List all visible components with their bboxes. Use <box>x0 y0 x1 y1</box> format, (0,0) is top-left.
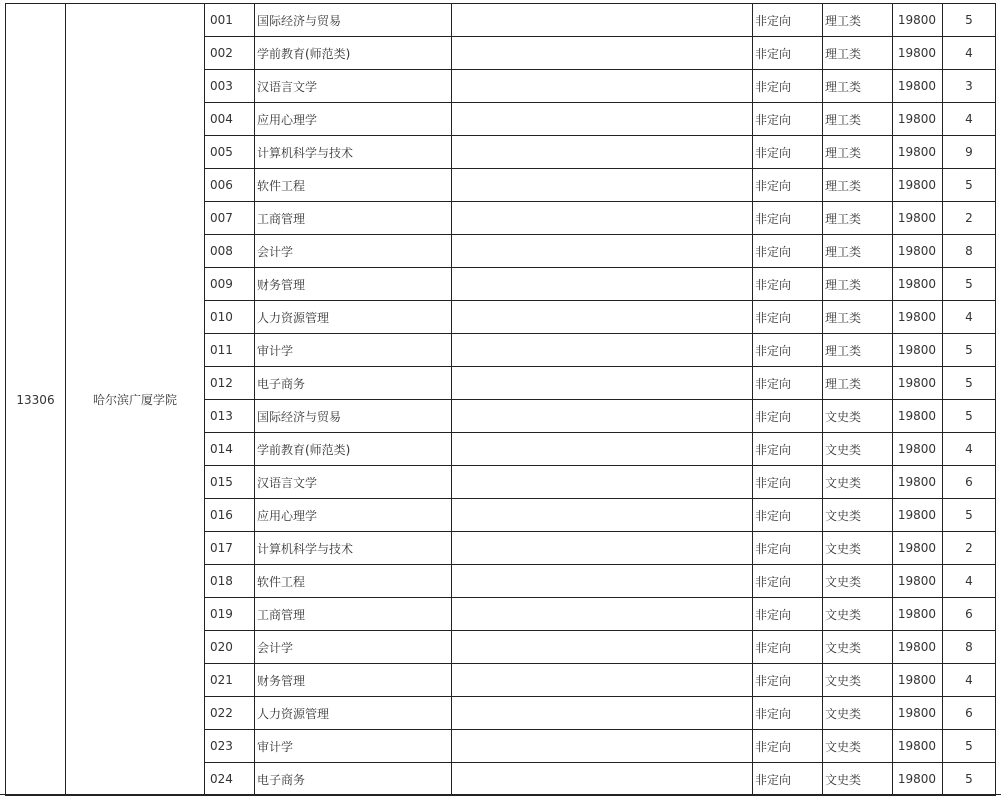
remarks-cell <box>452 268 753 301</box>
subject-category-cell: 理工类 <box>823 268 893 301</box>
remarks-cell <box>452 334 753 367</box>
plan-type-cell: 非定向 <box>753 136 823 169</box>
major-name-cell: 电子商务 <box>255 763 452 796</box>
plan-type-cell: 非定向 <box>753 169 823 202</box>
subject-category-cell: 理工类 <box>823 37 893 70</box>
remarks-cell <box>452 202 753 235</box>
tuition-cell: 19800 <box>893 466 943 499</box>
remarks-cell <box>452 664 753 697</box>
quota-cell: 4 <box>943 301 996 334</box>
plan-type-cell: 非定向 <box>753 631 823 664</box>
major-number-cell: 013 <box>205 400 255 433</box>
major-name-cell: 应用心理学 <box>255 103 452 136</box>
remarks-cell <box>452 136 753 169</box>
tuition-cell: 19800 <box>893 400 943 433</box>
subject-category-cell: 文史类 <box>823 565 893 598</box>
remarks-cell <box>452 4 753 37</box>
quota-cell: 6 <box>943 697 996 730</box>
subject-category-cell: 理工类 <box>823 169 893 202</box>
major-number-cell: 003 <box>205 70 255 103</box>
plan-type-cell: 非定向 <box>753 235 823 268</box>
quota-cell: 5 <box>943 367 996 400</box>
major-number-cell: 017 <box>205 532 255 565</box>
tuition-cell: 19800 <box>893 136 943 169</box>
major-name-cell: 应用心理学 <box>255 499 452 532</box>
major-name-cell: 软件工程 <box>255 565 452 598</box>
subject-category-cell: 理工类 <box>823 202 893 235</box>
subject-category-cell: 文史类 <box>823 466 893 499</box>
plan-type-cell: 非定向 <box>753 4 823 37</box>
quota-cell: 5 <box>943 730 996 763</box>
subject-category-cell: 理工类 <box>823 4 893 37</box>
quota-cell: 5 <box>943 400 996 433</box>
quota-cell: 5 <box>943 4 996 37</box>
tuition-cell: 19800 <box>893 697 943 730</box>
tuition-cell: 19800 <box>893 37 943 70</box>
remarks-cell <box>452 697 753 730</box>
tuition-cell: 19800 <box>893 763 943 796</box>
major-name-cell: 软件工程 <box>255 169 452 202</box>
plan-type-cell: 非定向 <box>753 433 823 466</box>
major-number-cell: 021 <box>205 664 255 697</box>
plan-type-cell: 非定向 <box>753 202 823 235</box>
subject-category-cell: 理工类 <box>823 235 893 268</box>
tuition-cell: 19800 <box>893 631 943 664</box>
remarks-cell <box>452 763 753 796</box>
plan-type-cell: 非定向 <box>753 598 823 631</box>
tuition-cell: 19800 <box>893 565 943 598</box>
quota-cell: 5 <box>943 763 996 796</box>
quota-cell: 4 <box>943 433 996 466</box>
major-number-cell: 009 <box>205 268 255 301</box>
major-name-cell: 人力资源管理 <box>255 697 452 730</box>
remarks-cell <box>452 301 753 334</box>
major-name-cell: 计算机科学与技术 <box>255 532 452 565</box>
remarks-cell <box>452 70 753 103</box>
plan-type-cell: 非定向 <box>753 334 823 367</box>
plan-type-cell: 非定向 <box>753 499 823 532</box>
remarks-cell <box>452 532 753 565</box>
quota-cell: 8 <box>943 631 996 664</box>
remarks-cell <box>452 631 753 664</box>
major-name-cell: 计算机科学与技术 <box>255 136 452 169</box>
subject-category-cell: 文史类 <box>823 400 893 433</box>
remarks-cell <box>452 466 753 499</box>
subject-category-cell: 文史类 <box>823 763 893 796</box>
enrollment-plan-table <box>5 3 996 796</box>
major-name-cell: 审计学 <box>255 730 452 763</box>
major-number-cell: 024 <box>205 763 255 796</box>
tuition-cell: 19800 <box>893 169 943 202</box>
plan-type-cell: 非定向 <box>753 268 823 301</box>
quota-cell: 5 <box>943 268 996 301</box>
subject-category-cell: 理工类 <box>823 334 893 367</box>
quota-cell: 9 <box>943 136 996 169</box>
quota-cell: 5 <box>943 499 996 532</box>
quota-cell: 4 <box>943 37 996 70</box>
major-name-cell: 学前教育(师范类) <box>255 37 452 70</box>
major-number-cell: 023 <box>205 730 255 763</box>
major-name-cell: 学前教育(师范类) <box>255 433 452 466</box>
remarks-cell <box>452 730 753 763</box>
tuition-cell: 19800 <box>893 664 943 697</box>
subject-category-cell: 理工类 <box>823 136 893 169</box>
major-number-cell: 015 <box>205 466 255 499</box>
remarks-cell <box>452 565 753 598</box>
major-number-cell: 002 <box>205 37 255 70</box>
major-name-cell: 审计学 <box>255 334 452 367</box>
quota-cell: 2 <box>943 532 996 565</box>
table-row <box>6 4 996 37</box>
subject-category-cell: 理工类 <box>823 103 893 136</box>
quota-cell: 5 <box>943 334 996 367</box>
tuition-cell: 19800 <box>893 202 943 235</box>
remarks-cell <box>452 235 753 268</box>
major-name-cell: 会计学 <box>255 631 452 664</box>
major-name-cell: 国际经济与贸易 <box>255 400 452 433</box>
tuition-cell: 19800 <box>893 301 943 334</box>
major-number-cell: 004 <box>205 103 255 136</box>
remarks-cell <box>452 499 753 532</box>
school-name-cell: 哈尔滨广厦学院 <box>66 4 205 796</box>
major-number-cell: 001 <box>205 4 255 37</box>
quota-cell: 5 <box>943 169 996 202</box>
tuition-cell: 19800 <box>893 103 943 136</box>
plan-type-cell: 非定向 <box>753 400 823 433</box>
major-name-cell: 工商管理 <box>255 598 452 631</box>
subject-category-cell: 文史类 <box>823 697 893 730</box>
major-number-cell: 005 <box>205 136 255 169</box>
remarks-cell <box>452 103 753 136</box>
quota-cell: 2 <box>943 202 996 235</box>
major-name-cell: 汉语言文学 <box>255 70 452 103</box>
plan-type-cell: 非定向 <box>753 697 823 730</box>
plan-type-cell: 非定向 <box>753 70 823 103</box>
remarks-cell <box>452 169 753 202</box>
plan-type-cell: 非定向 <box>753 532 823 565</box>
quota-cell: 4 <box>943 664 996 697</box>
subject-category-cell: 文史类 <box>823 664 893 697</box>
quota-cell: 4 <box>943 103 996 136</box>
tuition-cell: 19800 <box>893 235 943 268</box>
major-number-cell: 007 <box>205 202 255 235</box>
plan-type-cell: 非定向 <box>753 301 823 334</box>
major-number-cell: 022 <box>205 697 255 730</box>
subject-category-cell: 理工类 <box>823 70 893 103</box>
bottom-border <box>0 794 1001 795</box>
major-number-cell: 006 <box>205 169 255 202</box>
plan-type-cell: 非定向 <box>753 664 823 697</box>
remarks-cell <box>452 367 753 400</box>
major-name-cell: 工商管理 <box>255 202 452 235</box>
plan-type-cell: 非定向 <box>753 103 823 136</box>
plan-type-cell: 非定向 <box>753 367 823 400</box>
major-name-cell: 财务管理 <box>255 664 452 697</box>
subject-category-cell: 文史类 <box>823 631 893 664</box>
tuition-cell: 19800 <box>893 433 943 466</box>
major-number-cell: 008 <box>205 235 255 268</box>
major-number-cell: 014 <box>205 433 255 466</box>
subject-category-cell: 文史类 <box>823 532 893 565</box>
subject-category-cell: 文史类 <box>823 598 893 631</box>
tuition-cell: 19800 <box>893 4 943 37</box>
quota-cell: 4 <box>943 565 996 598</box>
plan-type-cell: 非定向 <box>753 466 823 499</box>
major-number-cell: 019 <box>205 598 255 631</box>
major-number-cell: 020 <box>205 631 255 664</box>
plan-type-cell: 非定向 <box>753 763 823 796</box>
quota-cell: 3 <box>943 70 996 103</box>
remarks-cell <box>452 433 753 466</box>
major-name-cell: 会计学 <box>255 235 452 268</box>
remarks-cell <box>452 400 753 433</box>
plan-type-cell: 非定向 <box>753 730 823 763</box>
remarks-cell <box>452 598 753 631</box>
subject-category-cell: 文史类 <box>823 730 893 763</box>
subject-category-cell: 理工类 <box>823 301 893 334</box>
school-code-cell: 13306 <box>6 4 66 796</box>
subject-category-cell: 理工类 <box>823 367 893 400</box>
remarks-cell <box>452 37 753 70</box>
tuition-cell: 19800 <box>893 334 943 367</box>
plan-type-cell: 非定向 <box>753 565 823 598</box>
major-name-cell: 人力资源管理 <box>255 301 452 334</box>
major-name-cell: 汉语言文学 <box>255 466 452 499</box>
major-number-cell: 016 <box>205 499 255 532</box>
tuition-cell: 19800 <box>893 70 943 103</box>
major-number-cell: 012 <box>205 367 255 400</box>
quota-cell: 6 <box>943 466 996 499</box>
tuition-cell: 19800 <box>893 499 943 532</box>
subject-category-cell: 文史类 <box>823 433 893 466</box>
plan-type-cell: 非定向 <box>753 37 823 70</box>
tuition-cell: 19800 <box>893 532 943 565</box>
major-name-cell: 国际经济与贸易 <box>255 4 452 37</box>
major-number-cell: 010 <box>205 301 255 334</box>
tuition-cell: 19800 <box>893 730 943 763</box>
major-number-cell: 011 <box>205 334 255 367</box>
tuition-cell: 19800 <box>893 268 943 301</box>
subject-category-cell: 文史类 <box>823 499 893 532</box>
tuition-cell: 19800 <box>893 367 943 400</box>
major-name-cell: 电子商务 <box>255 367 452 400</box>
major-name-cell: 财务管理 <box>255 268 452 301</box>
table-body <box>6 4 996 796</box>
quota-cell: 8 <box>943 235 996 268</box>
tuition-cell: 19800 <box>893 598 943 631</box>
quota-cell: 6 <box>943 598 996 631</box>
major-number-cell: 018 <box>205 565 255 598</box>
